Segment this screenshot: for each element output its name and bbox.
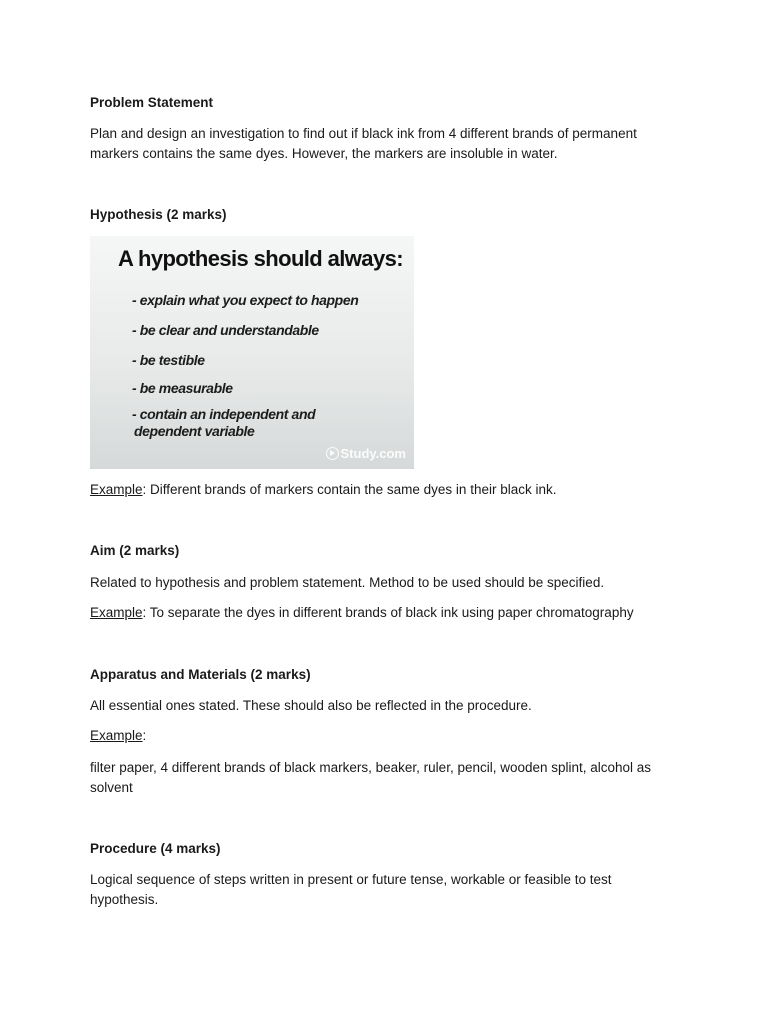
infographic-title: A hypothesis should always: — [118, 246, 403, 271]
procedure-line2: hypothesis. — [90, 892, 159, 907]
example-label: Example — [90, 728, 143, 743]
apparatus-heading: Apparatus and Materials (2 marks) — [90, 667, 311, 682]
aim-example — [90, 603, 685, 623]
problem-statement-line1: Plan and design an investigation to find out if black ink from 4 different brands of permanent — [90, 126, 637, 141]
infographic-item: - be clear and understandable — [132, 322, 319, 338]
apparatus-text: All essential ones stated. These should also be reflected in the procedure. — [90, 698, 532, 713]
infographic-item: - contain an independent and — [132, 406, 316, 422]
example-colon: : — [142, 728, 147, 743]
example-label: Example — [90, 482, 143, 497]
hypothesis-heading: Hypothesis (2 marks) — [90, 207, 227, 222]
infographic-item: - be measurable — [132, 380, 233, 396]
example-label: Example — [90, 605, 143, 620]
problem-statement-line2: markers contains the same dyes. However, the markers are insoluble in water. — [90, 146, 558, 161]
play-circle-icon — [326, 447, 339, 460]
infographic-item: - explain what you expect to happen — [132, 292, 359, 308]
infographic-item: - be testible — [132, 352, 205, 368]
infographic-item: dependent variable — [134, 423, 255, 439]
procedure-heading: Procedure (4 marks) — [90, 841, 221, 856]
example-text: : To separate the dyes in different brands of black ink using paper chromatography — [142, 605, 634, 620]
procedure-line1: Logical sequence of steps written in present or future tense, workable or feasible to test — [90, 872, 612, 887]
study-watermark: Study.com — [326, 446, 407, 461]
aim-heading: Aim (2 marks) — [90, 543, 180, 558]
hypothesis-infographic — [90, 236, 414, 469]
apparatus-list-line1: filter paper, 4 different brands of black markers, beaker, ruler, pencil, wooden splint, alcohol as — [90, 760, 652, 775]
problem-statement-heading: Problem Statement — [90, 95, 214, 110]
hypothesis-example — [90, 480, 685, 500]
apparatus-list-line2: solvent — [90, 780, 133, 795]
apparatus-example — [90, 726, 685, 746]
example-text: : Different brands of markers contain the same dyes in their black ink. — [142, 482, 557, 497]
aim-text: Related to hypothesis and problem statement. Method to be used should be specified. — [90, 575, 605, 590]
